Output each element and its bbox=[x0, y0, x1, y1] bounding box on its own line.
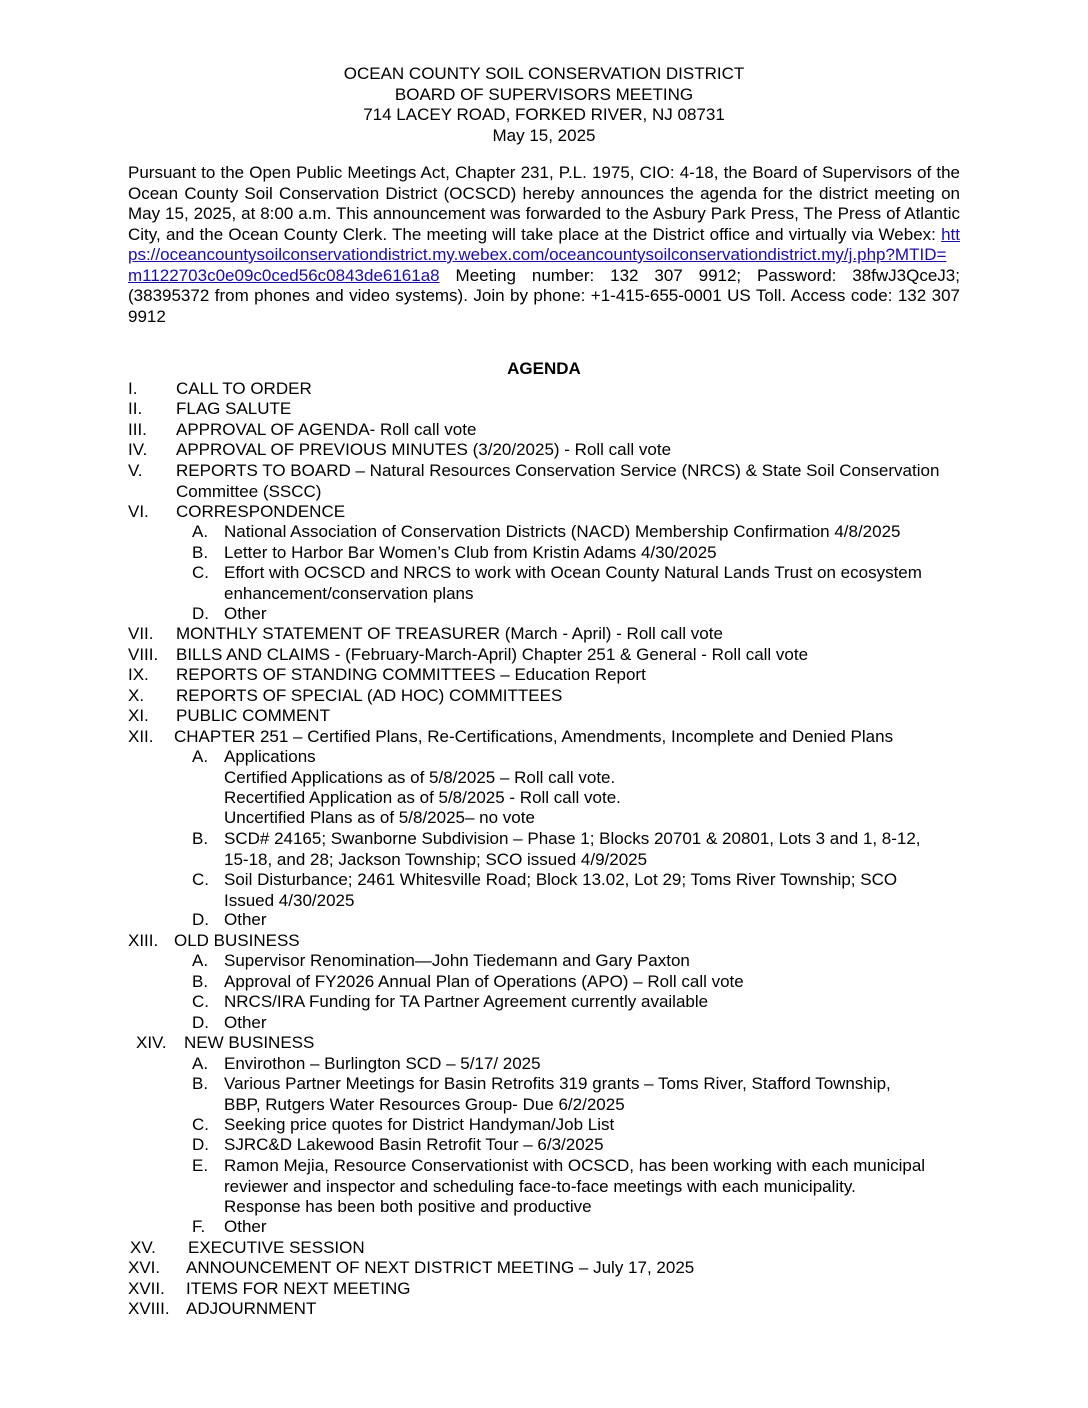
agenda-item-text: CALL TO ORDER bbox=[176, 379, 312, 398]
agenda-item-text: REPORTS TO BOARD – Natural Resources Conservation Service (NRCS) & State Soil Conservation bbox=[176, 461, 940, 480]
agenda-item-text: MONTHLY STATEMENT OF TREASURER (March - April) - Roll call vote bbox=[176, 624, 723, 643]
agenda-item-text: CHAPTER 251 – Certified Plans, Re-Certifications, Amendments, Incomplete and Denied Plans bbox=[174, 727, 894, 746]
agenda-item-text: Letter to Harbor Bar Women’s Club from Kristin Adams 4/30/2025 bbox=[224, 543, 717, 562]
agenda-item-text: Other bbox=[224, 1217, 267, 1236]
agenda-item-number: B. bbox=[192, 543, 209, 562]
agenda-item-number: D. bbox=[192, 910, 209, 929]
agenda-item-number: IV. bbox=[128, 440, 148, 459]
agenda-title: AGENDA bbox=[507, 359, 581, 378]
agenda-item-text: Applications bbox=[224, 747, 316, 766]
agenda-item-text: Ramon Mejia, Resource Conservationist with OCSCD, has been working with each municipal bbox=[224, 1156, 926, 1175]
document-header bbox=[0, 64, 1088, 146]
agenda-item-text: Seeking price quotes for District Handyman/Job List bbox=[224, 1115, 615, 1134]
agenda-item-text: PUBLIC COMMENT bbox=[176, 706, 330, 725]
agenda-item-number: XVI. bbox=[128, 1258, 161, 1277]
agenda-item-text: SJRC&D Lakewood Basin Retrofit Tour – 6/3/2025 bbox=[224, 1135, 604, 1154]
meeting-access-text: Meeting number: 132 307 9912; Password: 38fwJ3QceJ3; (38395372 from phones and video systems). Join by phone: +1-415-655-0001 US Toll. Access code: 132 307 9912 bbox=[128, 265, 960, 326]
agenda-item-number: C. bbox=[192, 563, 209, 582]
agenda-item-number: B. bbox=[192, 829, 209, 848]
agenda-item-number: D. bbox=[192, 1135, 209, 1154]
agenda-item-number: XII. bbox=[128, 727, 154, 746]
agenda-item-text: Recertified Application as of 5/8/2025 - Roll call vote. bbox=[224, 788, 621, 807]
agenda-item-continuation: Response has been both positive and productive bbox=[224, 1197, 592, 1216]
agenda-item-text: Uncertified Plans as of 5/8/2025– no vote bbox=[224, 808, 535, 827]
agenda-item-number: III. bbox=[128, 420, 147, 439]
agenda-item-number: V. bbox=[128, 461, 143, 480]
agenda-item-continuation: BBP, Rutgers Water Resources Group- Due 6/2/2025 bbox=[224, 1094, 625, 1114]
agenda-item-number: E. bbox=[192, 1156, 209, 1175]
agenda-item-number: II. bbox=[128, 399, 143, 418]
agenda-item-number: C. bbox=[192, 992, 209, 1011]
agenda-item-number: B. bbox=[192, 1074, 209, 1093]
header-district-name: OCEAN COUNTY SOIL CONSERVATION DISTRICT bbox=[343, 64, 745, 83]
agenda-item-text: ADJOURNMENT bbox=[186, 1299, 317, 1318]
agenda-item-text: Other bbox=[224, 910, 267, 929]
agenda-item-text: National Association of Conservation Districts (NACD) Membership Confirmation 4/8/2025 bbox=[224, 522, 901, 541]
agenda-item-number: VI. bbox=[128, 502, 149, 521]
agenda-item-number: A. bbox=[192, 951, 209, 970]
agenda-item-text: Other bbox=[224, 604, 267, 623]
agenda-item-number: XV. bbox=[130, 1238, 156, 1257]
agenda-item-number: D. bbox=[192, 604, 209, 623]
agenda-item-number: XI. bbox=[128, 706, 149, 725]
agenda-item-number: B. bbox=[192, 972, 209, 991]
agenda-item-number: C. bbox=[192, 1115, 209, 1134]
agenda-item-number: XVIII. bbox=[128, 1299, 170, 1318]
agenda-item-text: Supervisor Renomination—John Tiedemann and Gary Paxton bbox=[224, 951, 690, 970]
agenda-item-number: X. bbox=[128, 686, 145, 705]
agenda-item-number: C. bbox=[192, 870, 209, 889]
agenda-item-text: Approval of FY2026 Annual Plan of Operations (APO) – Roll call vote bbox=[224, 972, 744, 991]
agenda-item-continuation: Issued 4/30/2025 bbox=[224, 890, 355, 910]
agenda-item-text: ANNOUNCEMENT OF NEXT DISTRICT MEETING – July 17, 2025 bbox=[186, 1258, 695, 1277]
agenda-item-text: APPROVAL OF PREVIOUS MINUTES (3/20/2025) - Roll call vote bbox=[176, 440, 672, 459]
agenda-item-number: XVII. bbox=[128, 1279, 165, 1298]
agenda-item-continuation: 15-18, and 28; Jackson Township; SCO issued 4/9/2025 bbox=[224, 849, 648, 869]
agenda-item-text: CORRESPONDENCE bbox=[176, 502, 346, 521]
agenda-item-text: Various Partner Meetings for Basin Retrofits 319 grants – Toms River, Stafford Township, bbox=[224, 1074, 891, 1093]
intro-text: Pursuant to the Open Public Meetings Act, Chapter 231, P.L. 1975, CIO: 4-18, the Board of Supervisors of the Ocean County Soil Conservation District (OCSCD) hereby announces the agenda for the district meeting on May 15, 2025, at 8:00 a.m. This announcement was forwarded to the Asbury Park Press, The Press of Atlantic City, and the Ocean County Clerk. The meeting will take place at the District office and virtually via Webex: bbox=[128, 163, 960, 244]
agenda-item-text: Other bbox=[224, 1013, 267, 1032]
agenda-item-text: NRCS/IRA Funding for TA Partner Agreement currently available bbox=[224, 992, 709, 1011]
header-address: 714 LACEY ROAD, FORKED RIVER, NJ 08731 bbox=[363, 105, 725, 124]
agenda-item-text: Envirothon – Burlington SCD – 5/17/ 2025 bbox=[224, 1054, 541, 1073]
agenda-item-number: XIII. bbox=[128, 931, 159, 950]
agenda-item-text: Soil Disturbance; 2461 Whitesville Road; Block 13.02, Lot 29; Toms River Township; SCO bbox=[224, 870, 898, 889]
agenda-item-number: A. bbox=[192, 1054, 209, 1073]
agenda-item-text: SCD# 24165; Swanborne Subdivision – Phase 1; Blocks 20701 & 20801, Lots 3 and 1, 8-12, bbox=[224, 829, 921, 848]
agenda-item-continuation: reviewer and inspector and scheduling face-to-face meetings with each municipality. bbox=[224, 1176, 856, 1196]
header-meeting-name: BOARD OF SUPERVISORS MEETING bbox=[394, 84, 694, 104]
agenda-item-number: I. bbox=[128, 379, 138, 398]
agenda-item-text: ITEMS FOR NEXT MEETING bbox=[186, 1279, 411, 1298]
agenda-item-text: REPORTS OF SPECIAL (AD HOC) COMMITTEES bbox=[176, 686, 563, 705]
webex-link[interactable]: https://oceancountysoilconservationdistrict.my.webex.com/oceancountysoilconservationdistrict.my/j.php?MTID=m1122703c0e09c0ced56c0843de6161a8 bbox=[128, 224, 960, 285]
agenda-item-number: D. bbox=[192, 1013, 209, 1032]
agenda-item-number: XIV. bbox=[136, 1033, 167, 1052]
agenda-item-number: IX. bbox=[128, 665, 149, 684]
agenda-item-number: VII. bbox=[128, 624, 154, 643]
agenda-item-text: NEW BUSINESS bbox=[184, 1033, 315, 1052]
agenda-item-text: EXECUTIVE SESSION bbox=[188, 1238, 365, 1257]
agenda-item-continuation: Committee (SSCC) bbox=[176, 481, 322, 501]
agenda-item-text: FLAG SALUTE bbox=[176, 399, 292, 418]
agenda-item-number: A. bbox=[192, 747, 209, 766]
agenda-item-text: OLD BUSINESS bbox=[174, 931, 300, 950]
agenda-item-text: Effort with OCSCD and NRCS to work with Ocean County Natural Lands Trust on ecosystem bbox=[224, 563, 922, 582]
intro-paragraph bbox=[128, 163, 960, 327]
agenda-item-text: Certified Applications as of 5/8/2025 – Roll call vote. bbox=[224, 768, 616, 787]
agenda-item-text: BILLS AND CLAIMS - (February-March-April) Chapter 251 & General - Roll call vote bbox=[176, 645, 809, 664]
header-date: May 15, 2025 bbox=[492, 125, 596, 145]
agenda-item-number: A. bbox=[192, 522, 209, 541]
agenda-item-text: APPROVAL OF AGENDA- Roll call vote bbox=[176, 420, 477, 439]
agenda-item-number: F. bbox=[192, 1217, 206, 1236]
agenda-item-number: VIII. bbox=[128, 645, 159, 664]
agenda-item-text: REPORTS OF STANDING COMMITTEES – Education Report bbox=[176, 665, 646, 684]
agenda-item-continuation: enhancement/conservation plans bbox=[224, 583, 474, 603]
